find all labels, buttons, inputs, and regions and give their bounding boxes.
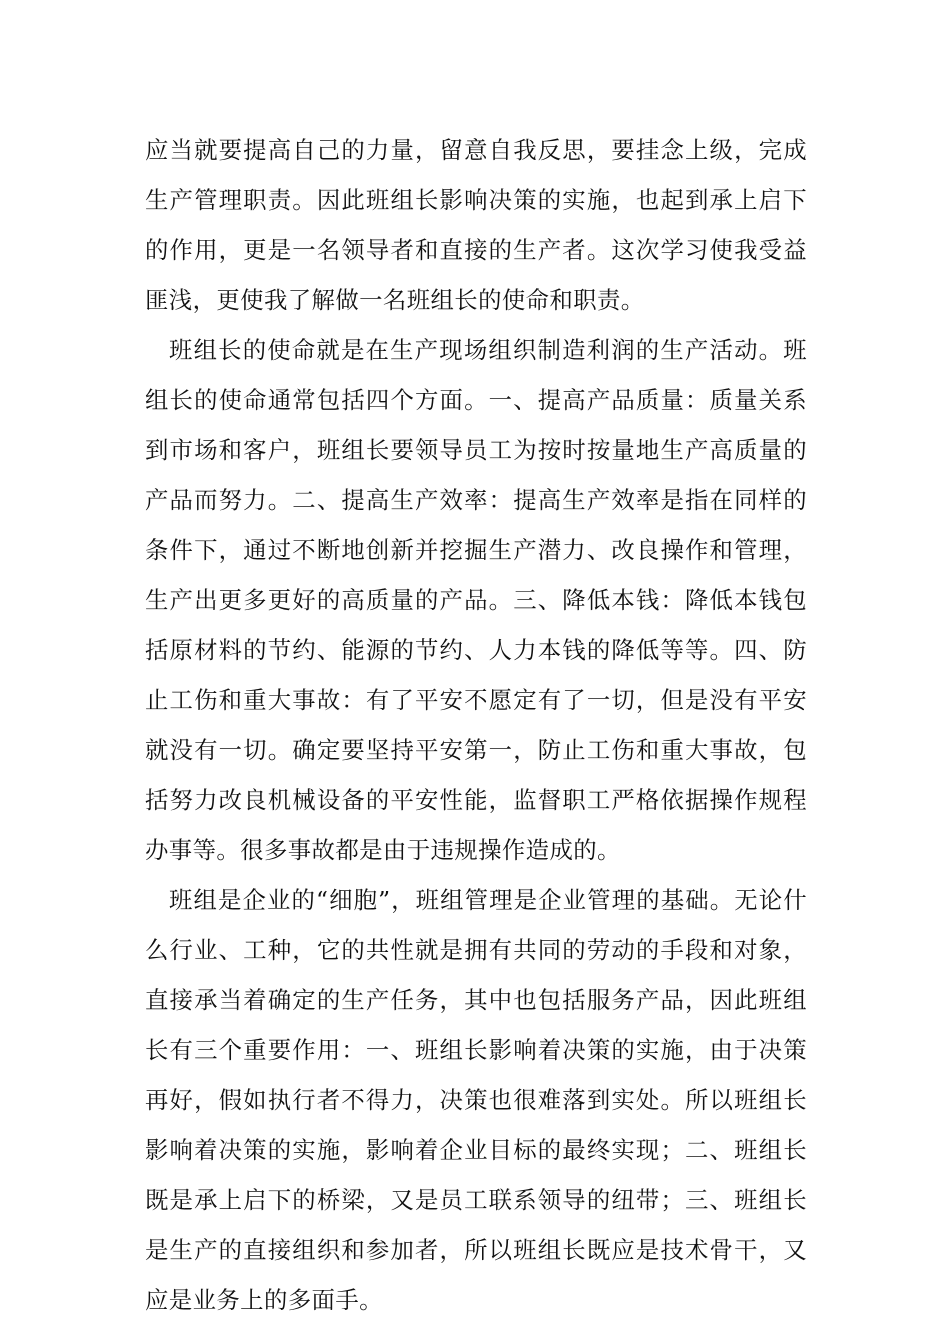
- paragraph-continuation: 应当就要提高自己的力量，留意自我反思，要挂念上级，完成生产管理职责。因此班组长影响决策的实施，也起到承上启下的作用，更是一名领导者和直接的生产者。这次学习使我受益匪浅，更使我了解做一名班组长的使命和职责。: [145, 136, 807, 314]
- paragraph-team-importance: 班组是企业的“细胞”，班组管理是企业管理的基础。无论什么行业、工种，它的共性就是拥有共同的劳动的手段和对象，直接承当着确定的生产任务，其中也包括服务产品，因此班组长有三个重要作用：一、班组长影响着决策的实施，由于决策再好，假如执行者不得力，决策也很难落到实处。所以班组长影响着决策的实施，影响着企业目标的最终实现；二、班组长既是承上启下的桥梁，又是员工联系领导的纽带；三、班组长是生产的直接组织和参加者，所以班组长既应是技术骨干，又应是业务上的多面手。: [145, 886, 807, 1314]
- paragraph-team-leader-mission: 班组长的使命就是在生产现场组织制造利润的生产活动。班组长的使命通常包括四个方面。一、提高产品质量：质量关系到市场和客户，班组长要领导员工为按时按量地生产高质量的产品而努力。二、提高生产效率：提高生产效率是指在同样的条件下，通过不断地创新并挖掘生产潜力、改良操作和管理，生产出更多更好的高质量的产品。三、降低本钱：降低本钱包括原材料的节约、能源的节约、人力本钱的降低等等。四、防止工伤和重大事故：有了平安不愿定有了一切，但是没有平安就没有一切。确定要坚持平安第一，防止工伤和重大事故，包括努力改良机械设备的平安性能，监督职工严格依据操作规程办事等。很多事故都是由于违规操作造成的。: [145, 336, 807, 864]
- document-body: [145, 125, 807, 1325]
